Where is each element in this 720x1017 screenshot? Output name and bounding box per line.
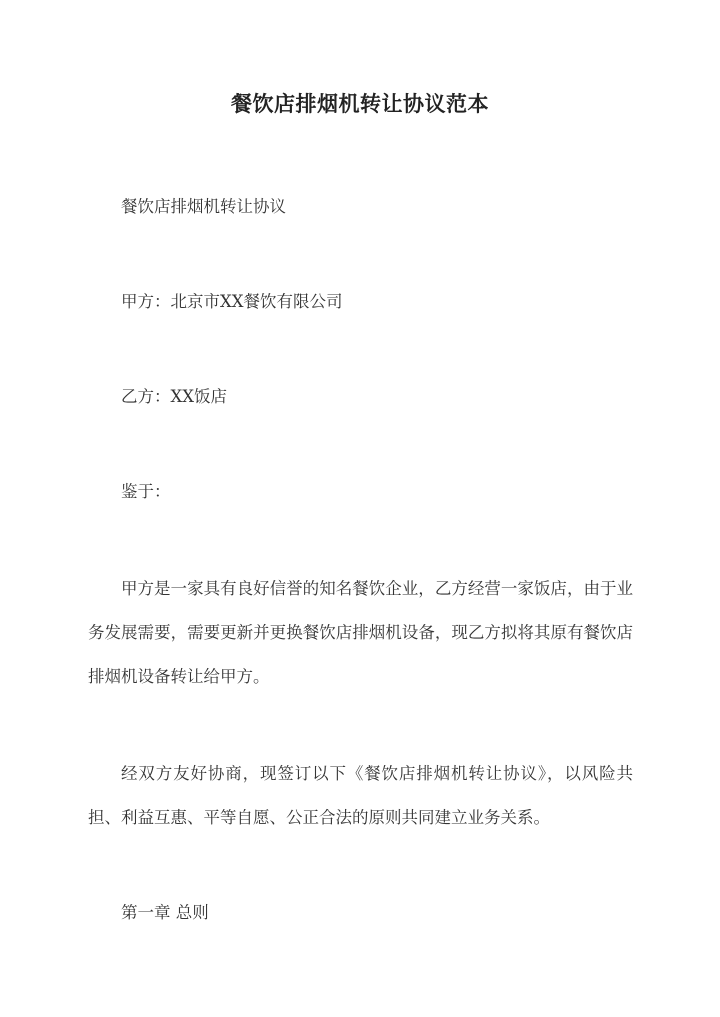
- whereas-heading: 鉴于：: [121, 482, 171, 501]
- whereas-paragraph: 甲方是一家具有良好信誉的知名餐饮企业，乙方经营一家饭店，由于业务发展需要，需要更新并更换餐饮店排烟机设备，现乙方拟将其原有餐饮店排烟机设备转让给甲方。: [88, 579, 633, 686]
- party-a-line: 甲方：北京市XX餐饮有限公司: [121, 292, 343, 311]
- document-title: 餐饮店排烟机转让协议范本: [231, 91, 489, 116]
- agreement-subtitle: 餐饮店排烟机转让协议: [121, 197, 286, 216]
- chapter-one-heading: 第一章 总则: [121, 903, 209, 922]
- agreement-paragraph: 经双方友好协商，现签订以下《餐饮店排烟机转让协议》，以风险共担、利益互惠、平等自愿、公正合法的原则共同建立业务关系。: [88, 764, 633, 827]
- party-b-line: 乙方：XX饭店: [121, 387, 227, 406]
